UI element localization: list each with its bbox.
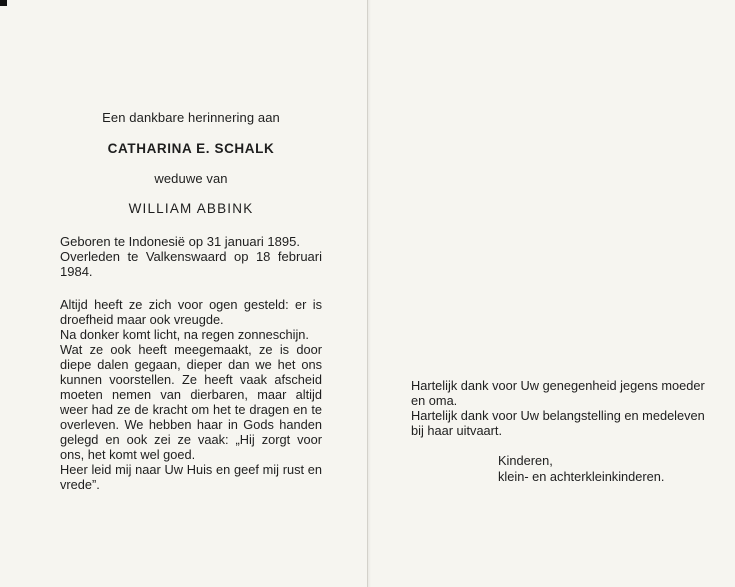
signature	[498, 453, 709, 485]
relation-text: weduwe van	[154, 171, 228, 186]
card-fold-shadow	[368, 0, 371, 587]
corner-mark	[0, 0, 7, 6]
thanks-affection: Hartelijk dank voor Uw genegenheid jegens moeder en oma.	[411, 378, 705, 408]
poem-paragraph: Heer leid mij naar Uw Huis en geef mij rust en vrede”.	[60, 462, 322, 492]
born-line: Geboren te Indonesië op 31 januari 1895.	[60, 234, 300, 249]
poem-paragraph: Wat ze ook heeft meegemaakt, ze is door diepe dalen gegaan, dieper dan we het ons kunnen voorstellen. Ze heeft vaak afscheid moeten nemen van dierbaren, maar altijd weer had ze de kracht om het te dragen en te overleven. We hebben haar in Gods handen gelegd en ook zei ze vaak: „Hij zorgt voor ons, het komt wel goed.	[60, 342, 322, 462]
signature-line: Kinderen,	[498, 453, 553, 468]
right-page	[411, 378, 709, 485]
spouse-name: WILLIAM ABBINK	[128, 201, 254, 216]
died-line: Overleden te Valkenswaard op 18 februari 1984.	[60, 249, 322, 279]
left-page	[60, 110, 322, 492]
poem-paragraph: Altijd heeft ze zich voor ogen gesteld: er is droefheid maar ook vreugde.	[60, 297, 322, 327]
signature-line: klein- en achterkleinkinderen.	[498, 469, 665, 484]
life-dates	[60, 234, 322, 279]
intro-text: Een dankbare herinnering aan	[102, 110, 280, 125]
thanks-condolence: Hartelijk dank voor Uw belangstelling en medeleven bij haar uitvaart.	[411, 408, 705, 438]
deceased-name: CATHARINA E. SCHALK	[107, 141, 275, 156]
memorial-text	[60, 297, 322, 492]
poem-paragraph: Na donker komt licht, na regen zonneschijn.	[60, 327, 309, 342]
